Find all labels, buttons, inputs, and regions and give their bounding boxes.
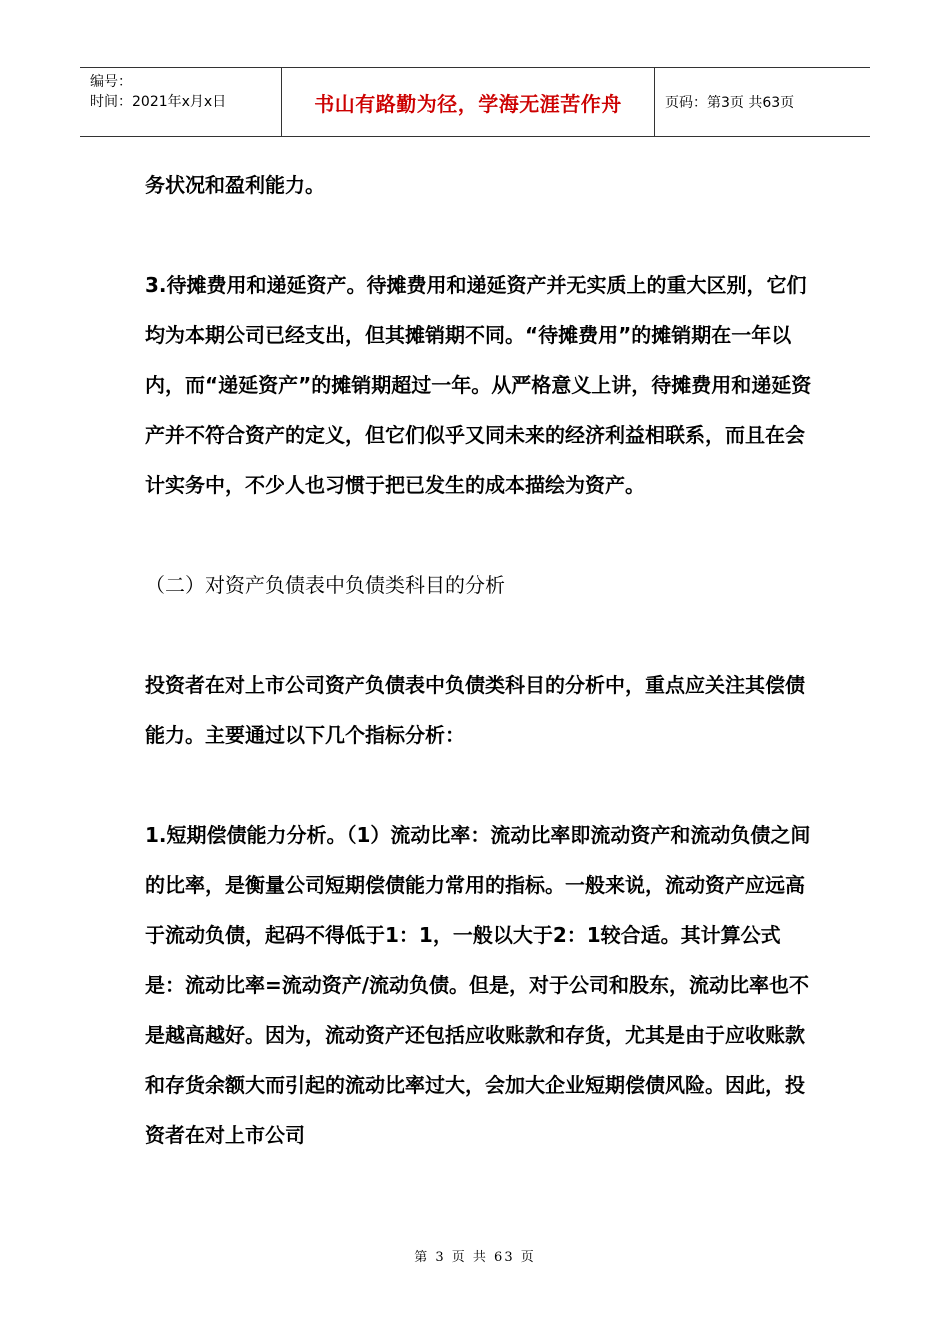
document-body	[145, 160, 815, 1160]
page-footer: 第 3 页 共 63 页	[414, 1250, 536, 1265]
header-motto: 书山有路勤为径，学海无涯苦作舟	[282, 68, 655, 136]
header-meta	[80, 68, 282, 136]
section-heading-liabilities: （二）对资产负债表中负债类科目的分析	[145, 573, 505, 597]
header-page-info: 页码：第3页 共63页	[665, 95, 795, 111]
document-number-label: 编号：	[90, 74, 132, 90]
page-header	[80, 67, 870, 137]
paragraph-continuation: 务状况和盈利能力。	[145, 173, 325, 197]
paragraph-liabilities-intro: 投资者在对上市公司资产负债表中负债类科目的分析中，重点应关注其偿债能力。主要通过以下几个指标分析：	[145, 673, 805, 747]
paragraph-prepaid-expenses: 3.待摊费用和递延资产。待摊费用和递延资产并无实质上的重大区别，它们均为本期公司已经支出，但其摊销期不同。“待摊费用”的摊销期在一年以内，而“递延资产”的摊销期超过一年。从严格意义上讲，待摊费用和递延资产并不符合资产的定义，但它们似乎又同未来的经济利益相联系，而且在会计实务中，不少人也习惯于把已发生的成本描绘为资产。	[145, 273, 812, 497]
paragraph-short-term-solvency: 1.短期偿债能力分析。（1）流动比率：流动比率即流动资产和流动负债之间的比率，是衡量公司短期偿债能力常用的指标。一般来说，流动资产应远高于流动负债，起码不得低于1：1，一般以大于2：1较合适。其计算公式是：流动比率=流动资产/流动负债。但是，对于公司和股东，流动比率也不是越高越好。因为，流动资产还包括应收账款和存货，尤其是由于应收账款和存货余额大而引起的流动比率过大，会加大企业短期偿债风险。因此，投资者在对上市公司	[145, 823, 811, 1147]
document-time-label: 时间：2021年x月x日	[90, 94, 227, 110]
